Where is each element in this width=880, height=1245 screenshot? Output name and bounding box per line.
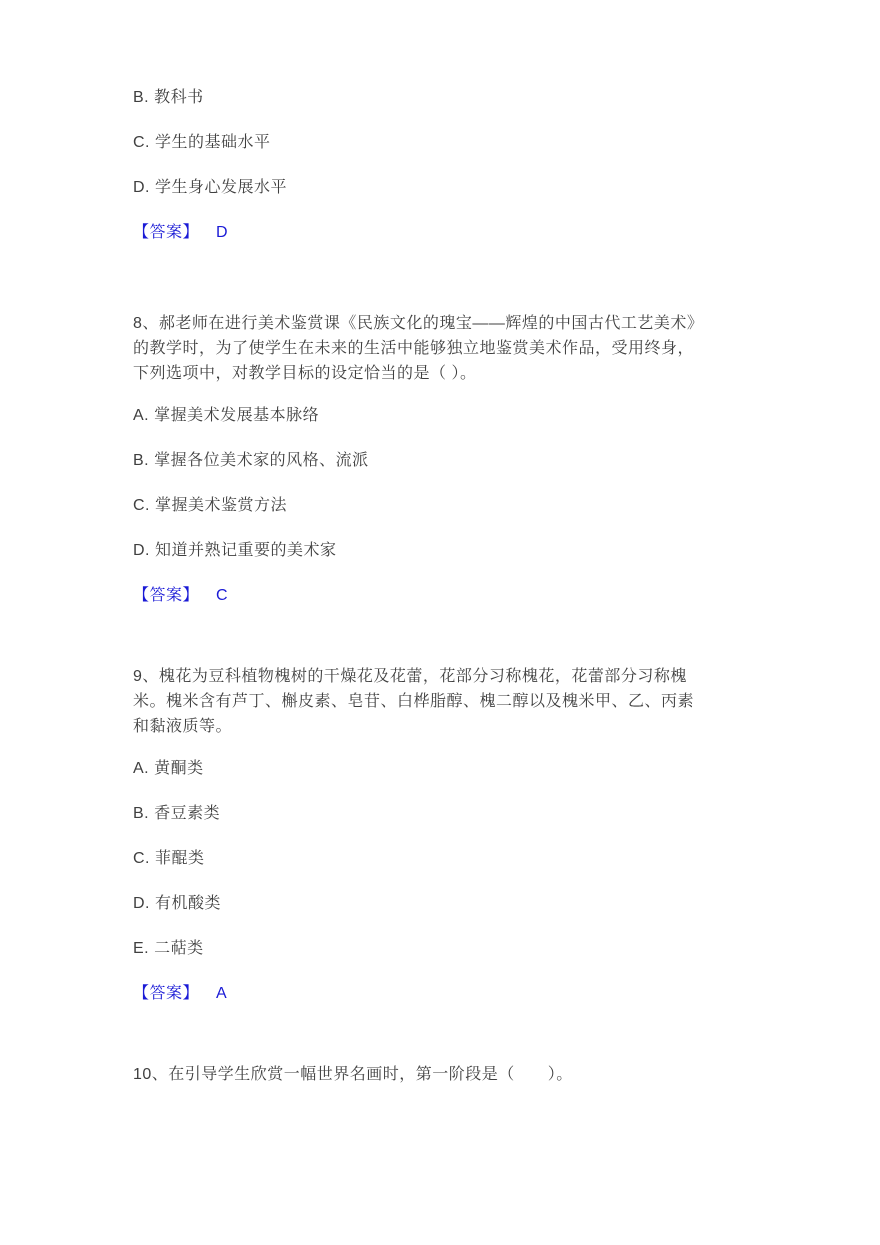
option-text: 二萜类 bbox=[154, 940, 204, 957]
option-letter: A. bbox=[133, 407, 150, 424]
option-text: 学生身心发展水平 bbox=[155, 179, 288, 196]
option-text: 有机酸类 bbox=[155, 895, 222, 912]
option-text: 学生的基础水平 bbox=[155, 134, 271, 151]
answer-label: 【答案】 bbox=[133, 224, 200, 241]
question-block-9 bbox=[133, 664, 747, 1005]
option-letter: A. bbox=[133, 760, 150, 777]
question-7-answer-row bbox=[133, 222, 747, 244]
question-8-option-c bbox=[133, 495, 747, 517]
option-letter: E. bbox=[133, 940, 150, 957]
option-letter: C. bbox=[133, 134, 150, 151]
question-9-option-b bbox=[133, 803, 747, 825]
question-9-option-c bbox=[133, 848, 747, 870]
question-10-stem-line-1: 10、在引导学生欣赏一幅世界名画时，第一阶段是（ ）。 bbox=[133, 1066, 573, 1083]
question-block-8 bbox=[133, 311, 747, 607]
question-7-option-b bbox=[133, 87, 747, 109]
answer-label: 【答案】 bbox=[133, 985, 200, 1002]
question-8-answer-row bbox=[133, 585, 747, 607]
option-text: 教科书 bbox=[154, 89, 204, 106]
option-letter: D. bbox=[133, 895, 150, 912]
option-text: 香豆素类 bbox=[154, 805, 221, 822]
option-text: 知道并熟记重要的美术家 bbox=[155, 542, 337, 559]
question-block-10 bbox=[133, 1062, 747, 1087]
option-letter: B. bbox=[133, 89, 150, 106]
question-9-option-a bbox=[133, 758, 747, 780]
option-text: 菲醌类 bbox=[155, 850, 205, 867]
question-8-stem-line-2: 的教学时，为了使学生在未来的生活中能够独立地鉴赏美术作品，受用终身， bbox=[133, 340, 695, 357]
question-9-stem-line-1: 9、槐花为豆科植物槐树的干燥花及花蕾，花部分习称槐花，花蕾部分习称槐 bbox=[133, 668, 687, 685]
question-block-7 bbox=[133, 87, 747, 244]
question-8-stem-line-1: 8、郝老师在进行美术鉴赏课《民族文化的瑰宝——辉煌的中国古代工艺美术》 bbox=[133, 315, 704, 332]
question-8-option-d bbox=[133, 540, 747, 562]
option-letter: B. bbox=[133, 805, 150, 822]
option-text: 掌握美术鉴赏方法 bbox=[155, 497, 288, 514]
question-8-option-b bbox=[133, 450, 747, 472]
question-9-option-e bbox=[133, 938, 747, 960]
option-text: 掌握美术发展基本脉络 bbox=[154, 407, 320, 424]
question-9-stem-line-2: 米。槐米含有芦丁、槲皮素、皂苷、白桦脂醇、槐二醇以及槐米甲、乙、丙素 bbox=[133, 693, 695, 710]
question-9-answer-row bbox=[133, 983, 747, 1005]
option-letter: C. bbox=[133, 850, 150, 867]
question-9-option-d bbox=[133, 893, 747, 915]
option-text: 黄酮类 bbox=[154, 760, 204, 777]
answer-value: A bbox=[216, 985, 227, 1002]
answer-value: D bbox=[216, 224, 228, 241]
question-8-stem-line-3: 下列选项中，对教学目标的设定恰当的是（ ）。 bbox=[133, 365, 477, 382]
option-letter: B. bbox=[133, 452, 150, 469]
question-7-option-c bbox=[133, 132, 747, 154]
option-letter: D. bbox=[133, 542, 150, 559]
answer-label: 【答案】 bbox=[133, 587, 200, 604]
question-8-option-a bbox=[133, 405, 747, 427]
question-9-stem-line-3: 和黏液质等。 bbox=[133, 718, 233, 735]
option-text: 掌握各位美术家的风格、流派 bbox=[154, 452, 369, 469]
answer-value: C bbox=[216, 587, 228, 604]
option-letter: D. bbox=[133, 179, 150, 196]
option-letter: C. bbox=[133, 497, 150, 514]
question-7-option-d bbox=[133, 177, 747, 199]
